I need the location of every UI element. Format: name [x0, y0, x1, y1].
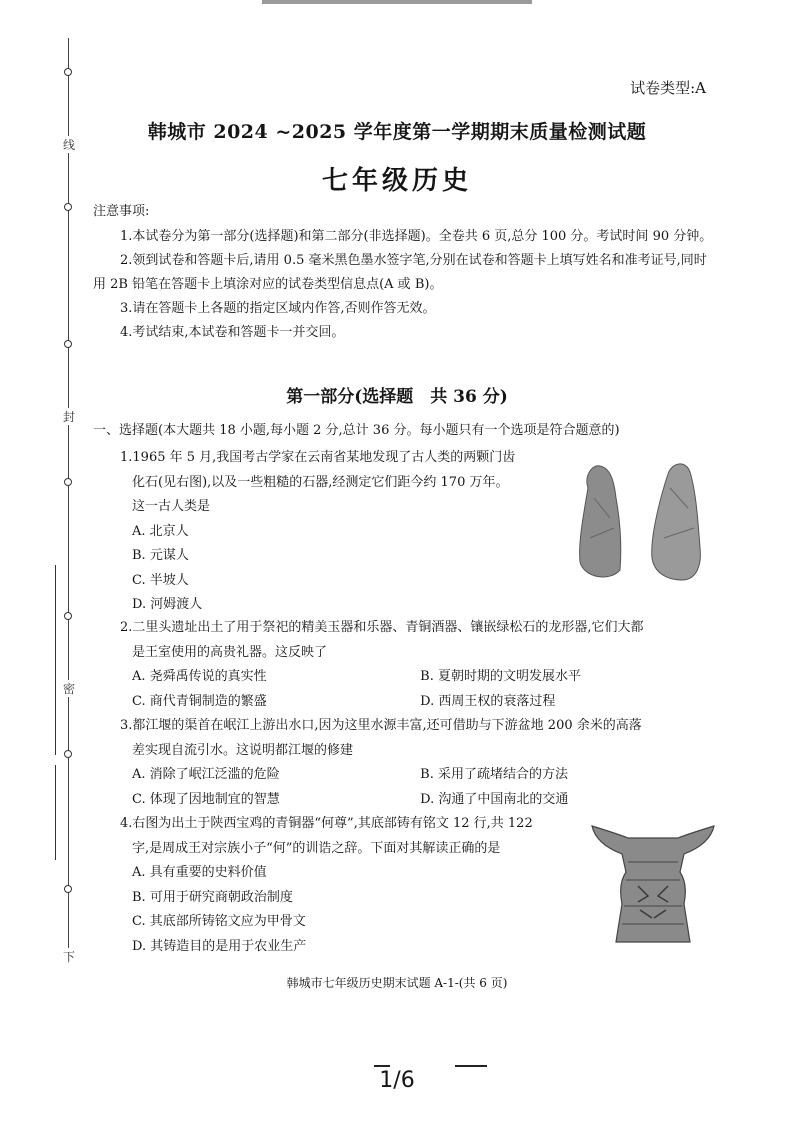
- question-stem-line: 差实现自流引水。这说明都江堰的修建: [132, 742, 354, 758]
- exam-title: 韩城市 2024 ~2025 学年度第一学期期末质量检测试题: [147, 121, 647, 143]
- binding-side-bar: [55, 765, 56, 860]
- option-b: B. 采用了疏堵结合的方法: [420, 767, 568, 782]
- question-stem-line: 化石(见右图),以及一些粗糙的石器,经测定它们距今约 170 万年。: [132, 474, 509, 490]
- question-stem-line: 1.1965 年 5 月,我国考古学家在云南省某地发现了古人类的两颗门齿: [120, 450, 516, 465]
- fossil-tooth-right: [652, 464, 701, 580]
- option-row: [120, 690, 720, 715]
- option-a: A. 北京人: [132, 523, 189, 539]
- question-stem-line: 字,是周成王对宗族小子“何”的训诰之辞。下面对其解读正确的是: [132, 840, 501, 856]
- question-2: [120, 616, 720, 714]
- binding-hole: [64, 478, 72, 486]
- page-footer: 韩城市七年级历史期末试题 A-1-(共 6 页): [286, 976, 508, 990]
- bottom-mark: [374, 1065, 390, 1067]
- top-edge-rule: [262, 0, 532, 4]
- option-b: B. 可用于研究商朝政治制度: [132, 889, 293, 905]
- option-c: C. 商代青铜制造的繁盛: [132, 693, 267, 709]
- option-d: D. 沟通了中国南北的交通: [420, 791, 569, 807]
- question-stem-line: 是王室使用的高贵礼器。这反映了: [132, 644, 328, 660]
- option-b: B. 元谋人: [132, 548, 189, 563]
- option-c: C. 体现了因地制宜的智慧: [132, 791, 280, 807]
- bottom-mark: [455, 1065, 487, 1067]
- binding-hole: [64, 612, 72, 620]
- notice-list: [93, 225, 715, 345]
- option-c: C. 半坡人: [132, 572, 189, 588]
- option-d: D. 河姆渡人: [132, 597, 203, 612]
- binding-side-bar: [55, 565, 56, 755]
- fossil-tooth-left: [580, 466, 621, 577]
- question-3: [120, 714, 720, 812]
- binding-hole: [64, 885, 72, 893]
- question-stem-line: 3.都江堰的渠首在岷江上游出水口,因为这里水源丰富,还可借助与下游盆地 200 余米的高落: [120, 718, 642, 733]
- page-number: 1/6: [379, 1068, 415, 1093]
- option-d: D. 西周王权的衰落过程: [420, 693, 556, 709]
- question-stem-line: 4.右图为出土于陕西宝鸡的青铜器“何尊”,其底部铸有铭文 12 行,共 122: [120, 816, 533, 831]
- part-heading: 一、选择题(本大题共 18 小题,每小题 2 分,总计 36 分。每小题只有一个选项是符合题意的): [93, 423, 620, 438]
- notice-heading: 注意事项:: [93, 204, 150, 219]
- binding-hole: [64, 340, 72, 348]
- section-title: 第一部分(选择题 共 36 分): [286, 387, 508, 407]
- binding-char-xian: 线: [63, 138, 76, 152]
- option-row: [120, 763, 720, 788]
- option-c: C. 其底部所铸铭文应为甲骨文: [132, 914, 306, 929]
- option-b: B. 夏朝时期的文明发展水平: [420, 669, 581, 684]
- notice-item: 4.考试结束,本试卷和答题卡一并交回。: [120, 325, 345, 340]
- question-stem-line: 这一古人类是: [132, 499, 211, 514]
- exam-subtitle: 七年级历史: [321, 166, 472, 196]
- question-stem-line: 2.二里头遗址出土了用于祭祀的精美玉器和乐器、青铜酒器、镶嵌绿松石的龙形器,它们大都: [120, 620, 644, 635]
- tooth-fossil-image: [570, 458, 720, 588]
- option-a: A. 尧舜禹传说的真实性: [132, 669, 267, 684]
- paper-type-label: 试卷类型:A: [630, 79, 706, 97]
- option-d: D. 其铸造目的是用于农业生产: [132, 938, 307, 954]
- binding-hole: [64, 68, 72, 76]
- binding-hole: [64, 750, 72, 758]
- binding-hole: [64, 203, 72, 211]
- notice-item: 3.请在答题卡上各题的指定区域内作答,否则作答无效。: [120, 301, 436, 316]
- option-a: A. 具有重要的史料价值: [132, 865, 267, 880]
- option-row: [120, 665, 720, 690]
- binding-char-mi: 密: [63, 682, 76, 696]
- option-a: A. 消除了岷江泛滥的危险: [132, 767, 280, 782]
- he-zun-bronze-image: [588, 814, 718, 950]
- notice-item: 1.本试卷分为第一部分(选择题)和第二部分(非选择题)。全卷共 6 页,总分 100 分。考试时间 90 分钟。: [120, 229, 713, 244]
- binding-char-xia: 下: [63, 950, 76, 964]
- notice-item: 2.领到试卷和答题卡后,请用 0.5 毫米黑色墨水签字笔,分别在试卷和答题卡上填写姓名和准考证号,同时用 2B 铅笔在答题卡上填涂对应的试卷类型信息点(A 或 B)。: [93, 253, 707, 292]
- binding-char-feng: 封: [63, 410, 76, 424]
- option-row: [120, 788, 720, 813]
